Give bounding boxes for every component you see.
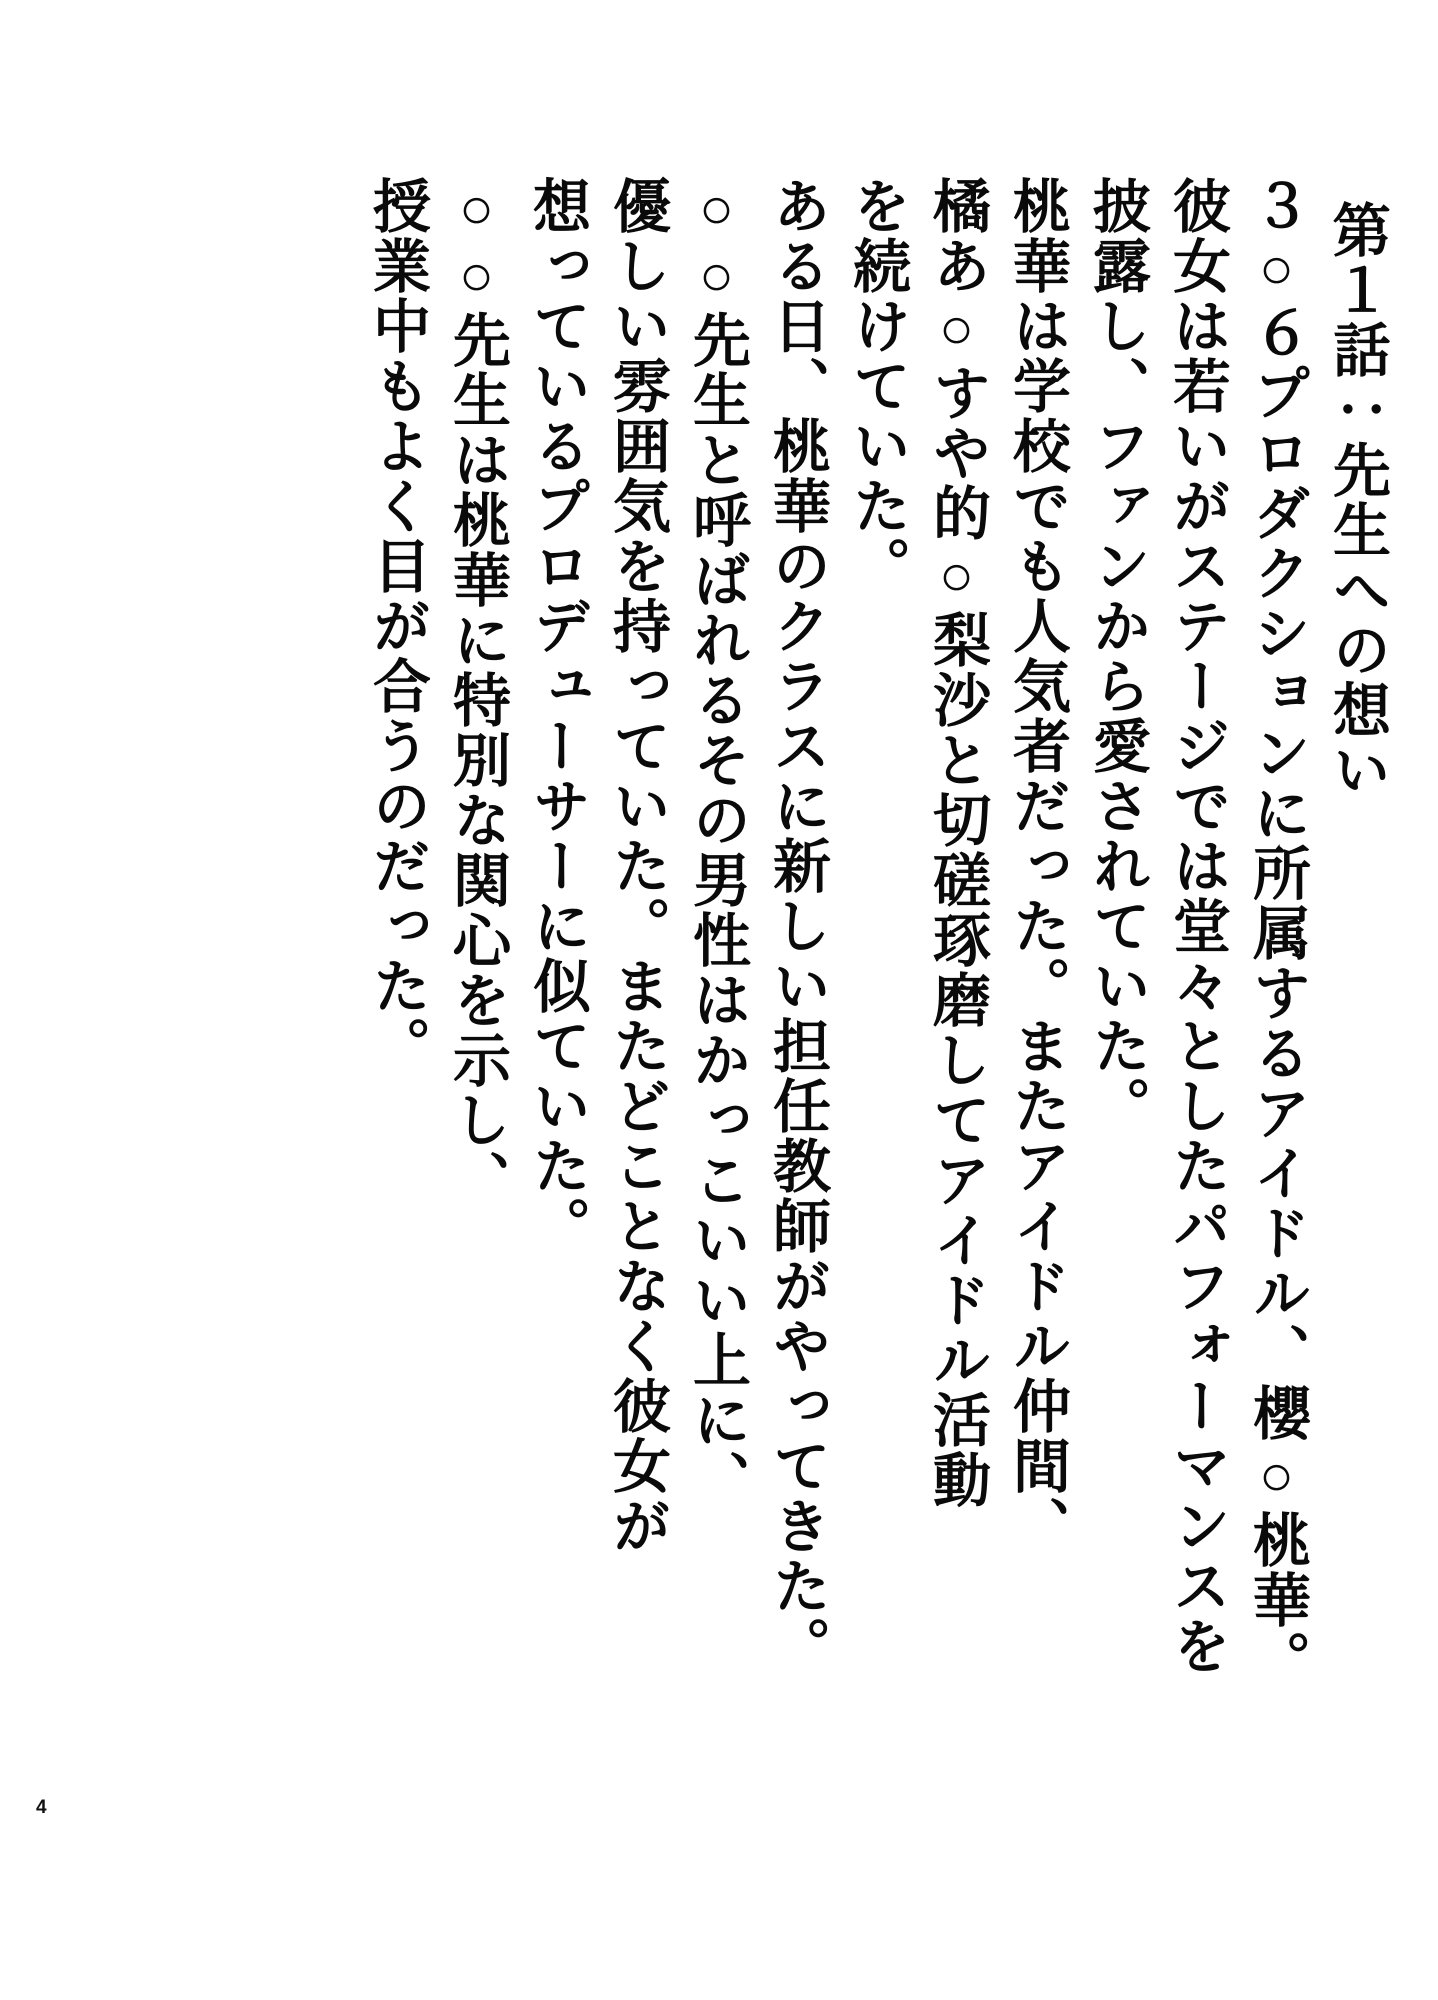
text-column: ○○先生は桃華に特別な関心を示し、 — [444, 176, 509, 1210]
text-column: 桃華は学校でも人気者だった。またアイドル仲間、 — [1004, 176, 1069, 1556]
text-column: 想っているプロデューサーに似ていた。 — [524, 176, 589, 1256]
paragraph-2 — [836, 176, 1076, 1716]
story-text-block — [356, 176, 1396, 1716]
text-column: 授業中もよく目が合うのだった。 — [364, 176, 429, 1076]
text-column: 彼女は若いがステージでは堂々としたパフォーマンスを — [1164, 176, 1229, 1676]
text-column: 橘あ○すや的○梨沙と切磋琢磨してアイドル活動 — [924, 176, 989, 1510]
text-column: ３○６プロダクションに所属するアイドル、櫻○桃華。 — [1244, 176, 1309, 1690]
paragraph-3 — [516, 176, 836, 1716]
paragraph-4 — [356, 176, 516, 1716]
paragraph-1 — [1076, 176, 1316, 1716]
chapter-title: 第１話：先生への想い — [1324, 200, 1389, 800]
text-column: ある日、桃華のクラスに新しい担任教師がやってきた。 — [764, 176, 829, 1676]
text-column: ○○先生と呼ばれるその男性はかっこいい上に、 — [684, 176, 749, 1510]
text-column: 優しい雰囲気を持っていた。またどことなく彼女が — [604, 176, 669, 1556]
text-column: を続けていた。 — [844, 176, 909, 596]
page-number: 4 — [36, 1797, 47, 1818]
text-column: 披露し、ファンから愛されていた。 — [1084, 176, 1149, 1136]
